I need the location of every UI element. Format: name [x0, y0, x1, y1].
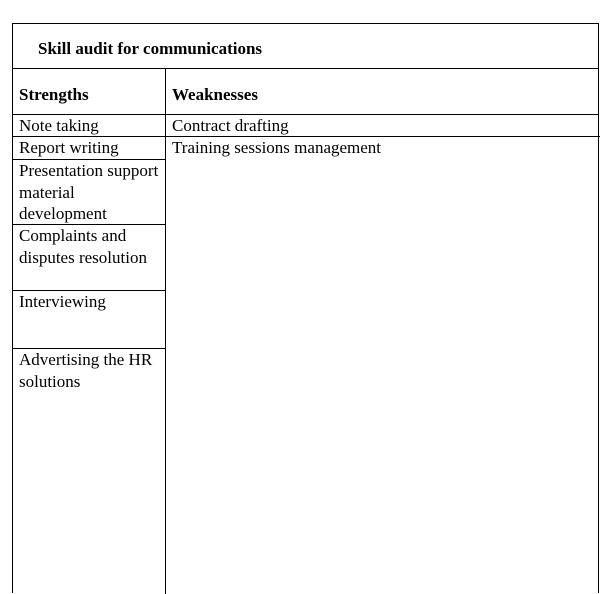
strength-item	[13, 291, 165, 349]
header-row	[13, 69, 598, 115]
skill-audit-table	[12, 23, 599, 593]
strengths-header: Strengths	[19, 85, 89, 104]
strength-text: Interviewing	[19, 292, 106, 311]
strength-text: Note taking	[19, 116, 99, 135]
weaknesses-column	[166, 115, 600, 159]
strength-text: Advertising the HR solutions	[19, 350, 153, 391]
strength-item	[13, 225, 165, 291]
strength-item	[13, 115, 165, 137]
table-title: Skill audit for communications	[38, 39, 263, 58]
strength-text: Complaints and disputes resolution	[19, 226, 147, 267]
weaknesses-header: Weaknesses	[172, 85, 258, 104]
strength-text: Report writing	[19, 138, 119, 157]
strength-item	[13, 349, 165, 409]
weakness-item: Training sessions management	[172, 138, 382, 157]
weakness-item: Contract drafting	[166, 115, 600, 137]
strength-item	[13, 137, 165, 160]
strength-item	[13, 160, 165, 225]
title-row	[13, 24, 598, 69]
strength-text: Presentation support material development	[19, 161, 159, 223]
strengths-column	[13, 115, 165, 409]
